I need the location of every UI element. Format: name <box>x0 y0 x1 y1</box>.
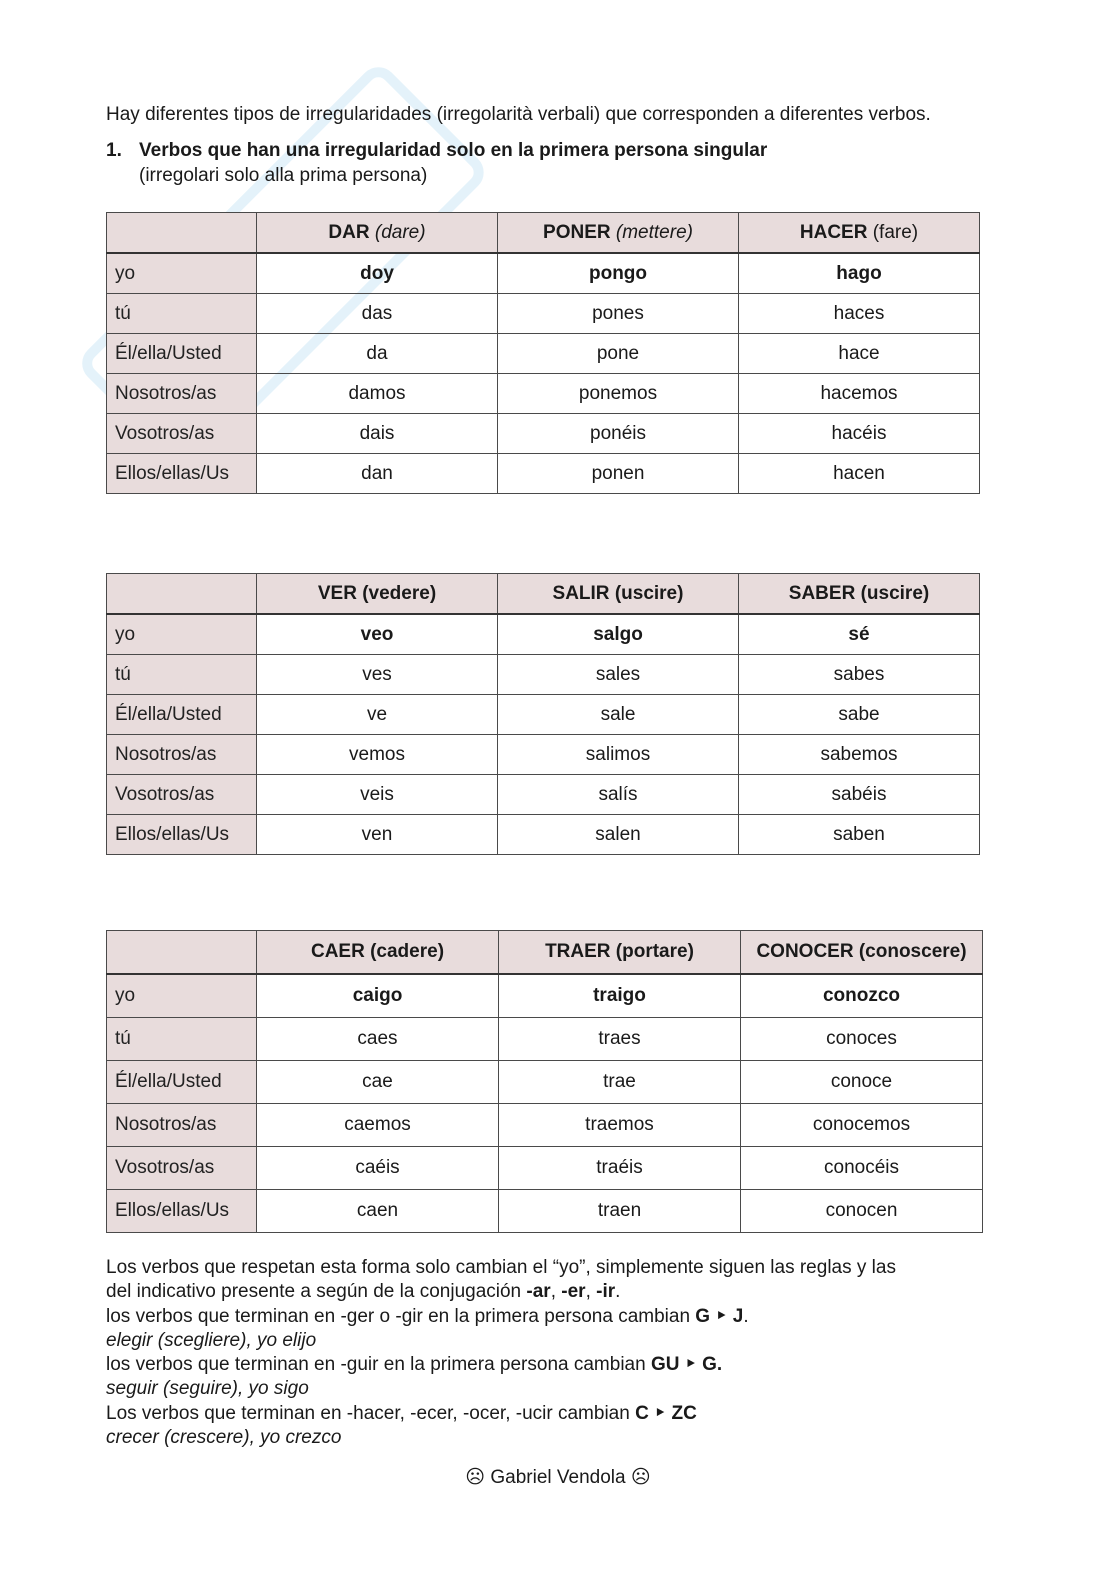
table-row <box>107 414 980 454</box>
form-cell: conocen <box>741 1190 983 1233</box>
note-line: los verbos que terminan en -ger o -gir en la primera persona cambian G ‣ J. <box>106 1305 749 1327</box>
form-cell: caes <box>257 1018 499 1061</box>
form-cell: traes <box>499 1018 741 1061</box>
form-cell: dais <box>257 414 498 454</box>
pronoun-cell: yo <box>107 614 257 655</box>
table-row <box>107 294 980 334</box>
form-cell: das <box>257 294 498 334</box>
pronoun-cell: yo <box>107 253 257 294</box>
pronoun-cell: Él/ella/Usted <box>107 1061 257 1104</box>
verb-header: PONER (mettere) <box>498 213 739 254</box>
table-row <box>107 1104 983 1147</box>
header-corner <box>107 213 257 254</box>
form-cell: salimos <box>498 735 739 775</box>
form-cell: conocemos <box>741 1104 983 1147</box>
form-cell: traen <box>499 1190 741 1233</box>
form-cell: hace <box>739 334 980 374</box>
form-cell: ve <box>257 695 498 735</box>
form-cell: veis <box>257 775 498 815</box>
form-cell: ponéis <box>498 414 739 454</box>
form-cell: damos <box>257 374 498 414</box>
form-cell: ponemos <box>498 374 739 414</box>
pronoun-cell: tú <box>107 294 257 334</box>
form-cell: sé <box>739 614 980 655</box>
form-cell: caemos <box>257 1104 499 1147</box>
verb-header: TRAER (portare) <box>499 931 741 975</box>
form-cell: salís <box>498 775 739 815</box>
form-cell: pones <box>498 294 739 334</box>
form-cell: hacéis <box>739 414 980 454</box>
form-cell: caen <box>257 1190 499 1233</box>
form-cell: traéis <box>499 1147 741 1190</box>
example-line: seguir (seguire), yo sigo <box>106 1378 309 1400</box>
pronoun-cell: Ellos/ellas/Us <box>107 454 257 494</box>
header-corner <box>107 574 257 615</box>
pronoun-cell: tú <box>107 655 257 695</box>
form-cell: veo <box>257 614 498 655</box>
table-row <box>107 374 980 414</box>
intro-text: Hay diferentes tipos de irregularidades (irregolarità verbali) que corresponden a diferentes verbos. <box>106 104 931 125</box>
form-cell: caéis <box>257 1147 499 1190</box>
conjugation-table-2 <box>106 573 980 855</box>
form-cell: conoces <box>741 1018 983 1061</box>
header-corner <box>107 931 257 975</box>
table-row <box>107 454 980 494</box>
table-row <box>107 735 980 775</box>
pronoun-cell: Él/ella/Usted <box>107 695 257 735</box>
form-cell: hacen <box>739 454 980 494</box>
form-cell: salen <box>498 815 739 855</box>
example-line: crecer (crescere), yo crezco <box>106 1427 342 1449</box>
table-header-row <box>107 213 980 254</box>
form-cell: sale <box>498 695 739 735</box>
form-cell: trae <box>499 1061 741 1104</box>
pronoun-cell: Vosotros/as <box>107 1147 257 1190</box>
verb-header: SABER (uscire) <box>739 574 980 615</box>
table-header-row <box>107 931 983 975</box>
table-row <box>107 974 983 1018</box>
form-cell: sales <box>498 655 739 695</box>
note-line: del indicativo presente a según de la conjugación -ar, -er, -ir. <box>106 1281 621 1303</box>
table-row <box>107 695 980 735</box>
form-cell: da <box>257 334 498 374</box>
section-number: 1. <box>106 140 122 161</box>
form-cell: salgo <box>498 614 739 655</box>
form-cell: sabe <box>739 695 980 735</box>
verb-header: CONOCER (conoscere) <box>741 931 983 975</box>
table-header-row <box>107 574 980 615</box>
form-cell: sabes <box>739 655 980 695</box>
pronoun-cell: Ellos/ellas/Us <box>107 815 257 855</box>
verb-header: HACER (fare) <box>739 213 980 254</box>
section-subtitle: (irregolari solo alla prima persona) <box>139 165 428 186</box>
pronoun-cell: Él/ella/Usted <box>107 334 257 374</box>
form-cell: doy <box>257 253 498 294</box>
form-cell: sabéis <box>739 775 980 815</box>
form-cell: haces <box>739 294 980 334</box>
verb-header: VER (vedere) <box>257 574 498 615</box>
conjugation-table-3 <box>106 930 983 1233</box>
form-cell: dan <box>257 454 498 494</box>
form-cell: cae <box>257 1061 499 1104</box>
pronoun-cell: Vosotros/as <box>107 775 257 815</box>
table-row <box>107 614 980 655</box>
form-cell: ven <box>257 815 498 855</box>
form-cell: conoce <box>741 1061 983 1104</box>
form-cell: vemos <box>257 735 498 775</box>
verb-header: CAER (cadere) <box>257 931 499 975</box>
verb-header: DAR (dare) <box>257 213 498 254</box>
conjugation-table-1 <box>106 212 980 494</box>
form-cell: pone <box>498 334 739 374</box>
form-cell: conozco <box>741 974 983 1018</box>
pronoun-cell: Vosotros/as <box>107 414 257 454</box>
form-cell: pongo <box>498 253 739 294</box>
table-row <box>107 655 980 695</box>
footer-author: ☹ Gabriel Vendola ☹ <box>465 1467 651 1488</box>
rules-notes <box>106 1256 1006 1450</box>
table-row <box>107 1061 983 1104</box>
table-row <box>107 1147 983 1190</box>
table-row <box>107 815 980 855</box>
form-cell: hago <box>739 253 980 294</box>
section-title: Verbos que han una irregularidad solo en la primera persona singular <box>139 140 768 161</box>
verb-header: SALIR (uscire) <box>498 574 739 615</box>
note-line: Los verbos que terminan en -hacer, -ecer, -ocer, -ucir cambian C ‣ ZC <box>106 1402 697 1424</box>
form-cell: hacemos <box>739 374 980 414</box>
form-cell: saben <box>739 815 980 855</box>
form-cell: ves <box>257 655 498 695</box>
pronoun-cell: Nosotros/as <box>107 1104 257 1147</box>
section-heading <box>106 140 767 162</box>
pronoun-cell: yo <box>107 974 257 1018</box>
example-line: elegir (scegliere), yo elijo <box>106 1329 317 1351</box>
pronoun-cell: Nosotros/as <box>107 374 257 414</box>
table-row <box>107 775 980 815</box>
table-row <box>107 253 980 294</box>
table-row <box>107 334 980 374</box>
table-row <box>107 1018 983 1061</box>
form-cell: conocéis <box>741 1147 983 1190</box>
pronoun-cell: Nosotros/as <box>107 735 257 775</box>
form-cell: traigo <box>499 974 741 1018</box>
pronoun-cell: Ellos/ellas/Us <box>107 1190 257 1233</box>
note-line: los verbos que terminan en -guir en la primera persona cambian GU ‣ G. <box>106 1354 723 1376</box>
pronoun-cell: tú <box>107 1018 257 1061</box>
note-line: Los verbos que respetan esta forma solo cambian el “yo”, simplemente siguen las reglas y las <box>106 1257 896 1278</box>
form-cell: sabemos <box>739 735 980 775</box>
form-cell: caigo <box>257 974 499 1018</box>
form-cell: ponen <box>498 454 739 494</box>
form-cell: traemos <box>499 1104 741 1147</box>
table-row <box>107 1190 983 1233</box>
